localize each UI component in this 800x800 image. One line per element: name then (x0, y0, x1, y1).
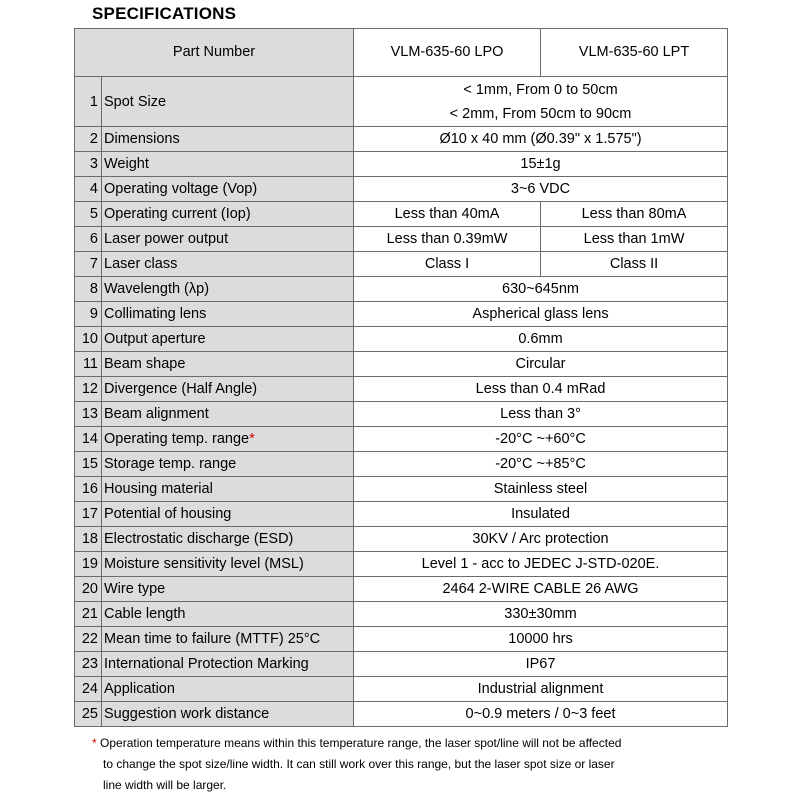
footnote-line-3: line width will be larger. (103, 778, 227, 792)
parameter-name (102, 577, 354, 602)
row-number: 13 (75, 402, 102, 427)
value-cell: 30KV / Arc protection (354, 527, 728, 552)
parameter-name (102, 177, 354, 202)
table-row (75, 327, 728, 352)
table-row (75, 627, 728, 652)
value-cell: 330±30mm (354, 602, 728, 627)
value-cell: 0~0.9 meters / 0~3 feet (354, 702, 728, 727)
parameter-label: Electrostatic discharge (ESD) (104, 531, 294, 547)
table-row (75, 152, 728, 177)
table-row (75, 227, 728, 252)
table-row (75, 452, 728, 477)
footnote-line-2: to change the spot size/line width. It can still work over this range, but the laser spot size or laser (103, 757, 615, 771)
table-row (75, 202, 728, 227)
parameter-name (102, 302, 354, 327)
header-model-lpt: VLM-635-60 LPT (541, 29, 728, 77)
table-row (75, 652, 728, 677)
table-row (75, 377, 728, 402)
value-cell: Insulated (354, 502, 728, 527)
parameter-label: International Protection Marking (104, 656, 309, 672)
parameter-name (102, 377, 354, 402)
row-number: 1 (75, 77, 102, 127)
header-model-lpo: VLM-635-60 LPO (354, 29, 541, 77)
row-number: 4 (75, 177, 102, 202)
value-cell: 15±1g (354, 152, 728, 177)
footnote-line-1: Operation temperature means within this temperature range, the laser spot/line will not be affected (100, 736, 622, 750)
table-row (75, 527, 728, 552)
parameter-name (102, 602, 354, 627)
row-number: 17 (75, 502, 102, 527)
value-cell-lpt: Class II (541, 252, 728, 277)
parameter-label: Moisture sensitivity level (MSL) (104, 556, 304, 572)
value-cell: 630~645nm (354, 277, 728, 302)
parameter-label: Spot Size (104, 93, 167, 110)
row-number: 25 (75, 702, 102, 727)
row-number: 16 (75, 477, 102, 502)
row-number: 18 (75, 527, 102, 552)
row-number: 22 (75, 627, 102, 652)
table-row (75, 427, 728, 452)
footnote-marker: * (249, 431, 255, 447)
parameter-label: Application (104, 681, 175, 697)
value-cell: Less than 3° (354, 402, 728, 427)
parameter-name (102, 202, 354, 227)
row-number: 23 (75, 652, 102, 677)
row-number: 2 (75, 127, 102, 152)
row-number: 9 (75, 302, 102, 327)
value-cell-lpo: Class I (354, 252, 541, 277)
value-cell-lpo: Less than 40mA (354, 202, 541, 227)
parameter-name (102, 702, 354, 727)
parameter-label: Divergence (Half Angle) (104, 381, 258, 397)
parameter-name (102, 677, 354, 702)
table-row (75, 502, 728, 527)
parameter-label: Laser class (104, 256, 178, 272)
value-line-2: < 2mm, From 50cm to 90cm (449, 105, 632, 122)
row-number: 5 (75, 202, 102, 227)
value-cell: Aspherical glass lens (354, 302, 728, 327)
row-number: 20 (75, 577, 102, 602)
value-cell-lpo: Less than 0.39mW (354, 227, 541, 252)
value-cell: 0.6mm (354, 327, 728, 352)
table-row (75, 127, 728, 152)
row-number: 21 (75, 602, 102, 627)
parameter-name (102, 127, 354, 152)
table-row (75, 177, 728, 202)
row-number: 24 (75, 677, 102, 702)
value-cell: Circular (354, 352, 728, 377)
row-number: 10 (75, 327, 102, 352)
footnote (92, 733, 712, 796)
specifications-table (74, 28, 728, 727)
table-row (75, 77, 728, 127)
parameter-label: Laser power output (104, 231, 229, 247)
row-number: 8 (75, 277, 102, 302)
parameter-label: Potential of housing (104, 506, 232, 522)
parameter-label: Suggestion work distance (104, 706, 270, 722)
parameter-name (102, 502, 354, 527)
parameter-name (102, 527, 354, 552)
page-title: SPECIFICATIONS (92, 4, 237, 23)
table-row (75, 477, 728, 502)
parameter-name (102, 652, 354, 677)
parameter-name (102, 427, 354, 452)
table-row (75, 402, 728, 427)
parameter-name (102, 352, 354, 377)
parameter-name (102, 327, 354, 352)
value-cell-lpt: Less than 80mA (541, 202, 728, 227)
parameter-label: Weight (104, 156, 149, 172)
table-row (75, 602, 728, 627)
footnote-asterisk: * (92, 736, 97, 750)
parameter-label: Cable length (104, 606, 186, 622)
parameter-label: Output aperture (104, 331, 206, 347)
value-cell: Industrial alignment (354, 677, 728, 702)
value-cell-lpt: Less than 1mW (541, 227, 728, 252)
parameter-label: Collimating lens (104, 306, 207, 322)
parameter-label: Dimensions (104, 131, 180, 147)
row-number: 15 (75, 452, 102, 477)
value-cell: 3~6 VDC (354, 177, 728, 202)
parameter-name (102, 77, 354, 127)
row-number: 12 (75, 377, 102, 402)
table-row (75, 352, 728, 377)
parameter-name (102, 277, 354, 302)
value-cell: 10000 hrs (354, 627, 728, 652)
parameter-label: Mean time to failure (MTTF) 25°C (104, 631, 321, 647)
value-cell: IP67 (354, 652, 728, 677)
row-number: 14 (75, 427, 102, 452)
row-number: 6 (75, 227, 102, 252)
value-cell (354, 77, 728, 127)
value-cell: -20°C ~+60°C (354, 427, 728, 452)
value-cell: Level 1 - acc to JEDEC J-STD-020E. (354, 552, 728, 577)
table-row (75, 302, 728, 327)
table-row (75, 677, 728, 702)
parameter-name (102, 402, 354, 427)
value-cell: Less than 0.4 mRad (354, 377, 728, 402)
value-cell: Stainless steel (354, 477, 728, 502)
parameter-name (102, 452, 354, 477)
table-row (75, 702, 728, 727)
parameter-name (102, 477, 354, 502)
parameter-name (102, 152, 354, 177)
parameter-name (102, 627, 354, 652)
row-number: 19 (75, 552, 102, 577)
value-cell: 2464 2-WIRE CABLE 26 AWG (354, 577, 728, 602)
row-number: 3 (75, 152, 102, 177)
parameter-name (102, 552, 354, 577)
parameter-name (102, 227, 354, 252)
header-part-number-label: Part Number (75, 29, 354, 77)
parameter-label: Housing material (104, 481, 213, 497)
parameter-label: Wire type (104, 581, 166, 597)
row-number: 11 (75, 352, 102, 377)
parameter-label: Operating voltage (Vop) (104, 181, 258, 197)
parameter-name (102, 252, 354, 277)
row-number: 7 (75, 252, 102, 277)
parameter-label: Operating temp. range (104, 431, 250, 447)
value-cell: -20°C ~+85°C (354, 452, 728, 477)
parameter-label: Beam shape (104, 356, 186, 372)
table-row (75, 277, 728, 302)
parameter-label: Operating current (Iop) (104, 206, 251, 222)
value-cell: Ø10 x 40 mm (Ø0.39" x 1.575") (354, 127, 728, 152)
parameter-label: Storage temp. range (104, 456, 237, 472)
table-header-row (75, 29, 728, 77)
value-line-1: < 1mm, From 0 to 50cm (463, 81, 618, 98)
parameter-label: Wavelength (λp) (104, 281, 210, 297)
parameter-label: Beam alignment (104, 406, 209, 422)
table-row (75, 252, 728, 277)
table-row (75, 552, 728, 577)
table-row (75, 577, 728, 602)
